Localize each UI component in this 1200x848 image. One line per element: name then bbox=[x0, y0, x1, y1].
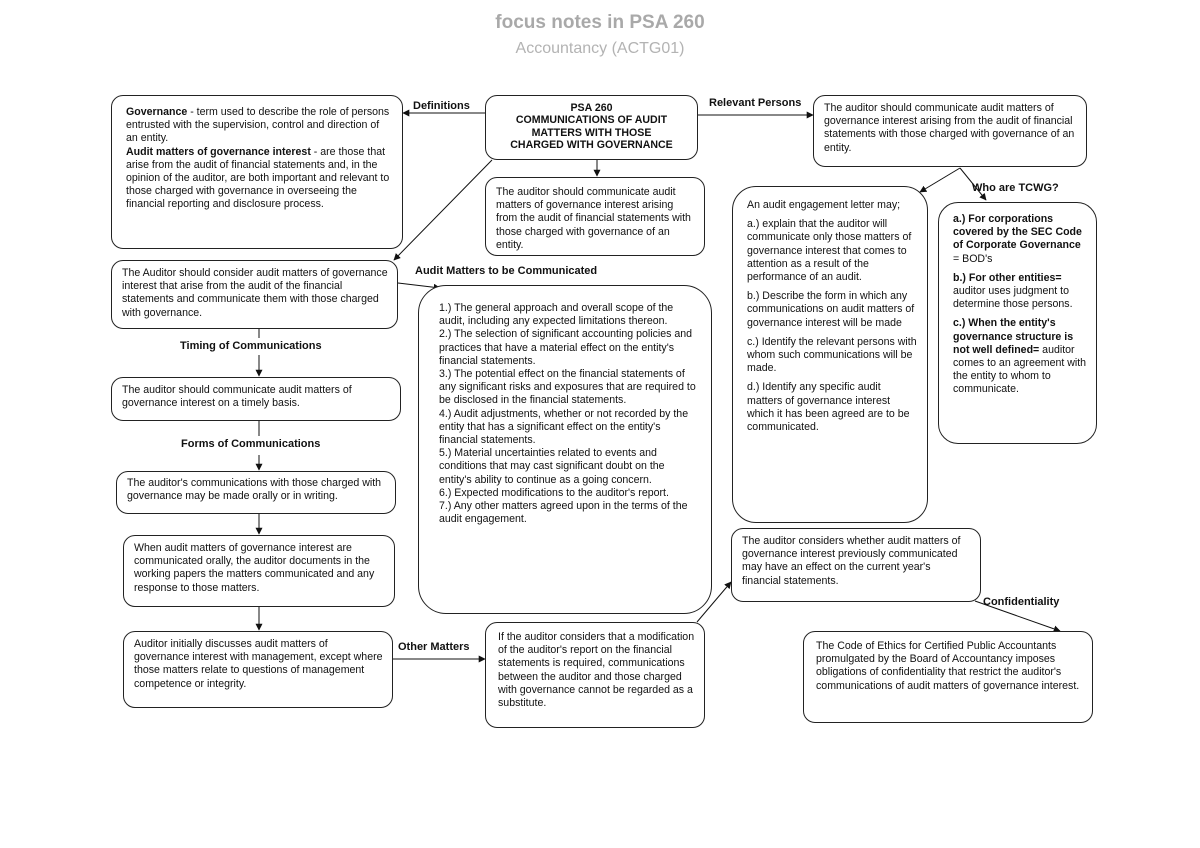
definitions-box bbox=[111, 95, 403, 249]
matter-item-1: 1.) The general approach and overall scope of the audit, including any expected limitations thereon. bbox=[439, 302, 674, 328]
below-center-text: The auditor should communicate audit matters of governance interest arising from the audit of financial statements with those charged with governance of an entity. bbox=[496, 186, 691, 251]
audit-matters-label: Audit Matters to be Communicated bbox=[415, 265, 598, 277]
center-line-4: CHARGED WITH GOVERNANCE bbox=[510, 139, 673, 152]
engagement-item-d: d.) Identify any specific audit matters of governance interest which it has been agreed are to be communicated. bbox=[747, 381, 910, 434]
who-tcwg-label: Who are TCWG? bbox=[972, 182, 1059, 194]
engagement-letter-box bbox=[732, 186, 928, 523]
relevant-persons-text: The auditor should communicate audit matters of governance interest arising from the audit of financial statements with those charged with governance of an entity. bbox=[824, 102, 1075, 154]
matter-item-2: 2.) The selection of significant accounting policies and practices that have a material effect on the entity's financial statements. bbox=[439, 328, 693, 367]
forms-box bbox=[116, 471, 396, 514]
forms-label: Forms of Communications bbox=[181, 438, 321, 450]
timing-box bbox=[111, 377, 401, 421]
relevant-persons-box bbox=[813, 95, 1087, 167]
tcwg-box bbox=[938, 202, 1097, 444]
governance-term: Governance bbox=[126, 106, 188, 118]
matter-item-6: 6.) Expected modifications to the auditor's report. bbox=[439, 486, 669, 499]
ethics-box bbox=[803, 631, 1093, 723]
tcwg-b-rest: auditor uses judgment to determine those persons. bbox=[953, 285, 1073, 311]
timing-text: The auditor should communicate audit matters of governance interest on a timely basis. bbox=[122, 384, 352, 410]
tcwg-b-bold: b.) For other entities= bbox=[953, 271, 1062, 284]
oral-text: When audit matters of governance interest are communicated orally, the auditor documents in the working papers the matters communicated and any response to those matters. bbox=[134, 542, 375, 594]
discuss-text: Auditor initially discusses audit matters of governance interest with management, except where those matters relate to questions of management competence or integrity. bbox=[134, 638, 383, 690]
definitions-label: Definitions bbox=[413, 100, 470, 112]
matters-list-box bbox=[418, 285, 712, 614]
previous-communications-box bbox=[731, 528, 981, 602]
relevant-persons-label: Relevant Persons bbox=[709, 97, 802, 109]
matter-item-7: 7.) Any other matters agreed upon in the terms of the audit engagement. bbox=[439, 500, 688, 526]
engagement-item-a: a.) explain that the auditor will communicate only those matters of governance interest that comes to attention as a result of the performance of an audit. bbox=[747, 218, 912, 284]
document-title: focus notes in PSA 260 bbox=[495, 12, 705, 33]
center-line-1: PSA 260 bbox=[570, 102, 613, 114]
document-subtitle: Accountancy (ACTG01) bbox=[515, 40, 685, 57]
other-matters-label: Other Matters bbox=[398, 641, 470, 653]
engagement-intro: An audit engagement letter may; bbox=[747, 199, 901, 211]
engagement-item-b: b.) Describe the form in which any communications on audit matters of governance interest will be made bbox=[747, 290, 915, 329]
ethics-text: The Code of Ethics for Certified Public Accountants promulgated by the Board of Accountancy imposes obligations of confidentiality that restrict the auditor's communications of audit matters of governance interest. bbox=[816, 640, 1080, 692]
agi-term: Audit matters of governance interest bbox=[126, 145, 311, 158]
matter-item-5: 5.) Material uncertainties related to events and conditions that may cast significant doubt on the entity's ability to continue as a going concern. bbox=[439, 447, 665, 486]
tcwg-c-rest: auditor comes to an agreement with the entity to whom to communicate. bbox=[953, 343, 1087, 396]
consider-box bbox=[111, 260, 398, 329]
arrow-to-consider bbox=[394, 160, 492, 260]
governance-text: - term used to describe the role of persons entrusted with the supervision, control and direction of an entity. bbox=[126, 106, 390, 145]
tcwg-a-bold: a.) For corporations covered by the SEC Code of Corporate Governance bbox=[953, 213, 1082, 252]
previous-communications-text: The auditor considers whether audit matters of governance interest previously communicated may have an effect on the current year's financial statements. bbox=[742, 535, 961, 587]
matter-item-4: 4.) Audit adjustments, whether or not recorded by the entity that has a significant effect on the entity's financial statements. bbox=[439, 407, 689, 447]
center-node bbox=[485, 95, 698, 160]
forms-text: The auditor's communications with those charged with governance may be made orally or in writing. bbox=[127, 477, 382, 503]
below-center-box bbox=[485, 177, 705, 256]
arrow-to-engagement bbox=[920, 168, 960, 192]
other-matters-text: If the auditor considers that a modification of the auditor's report on the financial statements is required, communications between the auditor and those charged with governance cannot be regarded as a substitute. bbox=[498, 631, 695, 710]
consider-text: The Auditor should consider audit matters of governance interest that arise from the audit of the financial statements and communicate them with those charged with governance. bbox=[122, 267, 388, 319]
tcwg-c-bold: c.) When the entity's governance structure is not well defined= bbox=[953, 317, 1074, 356]
matter-item-3: 3.) The potential effect on the financial statements of any significant risks and exposures that are required to be disclosed in the financial statements. bbox=[439, 368, 696, 407]
oral-box bbox=[123, 535, 395, 607]
center-line-2: COMMUNICATIONS OF AUDIT bbox=[515, 114, 668, 127]
engagement-item-c: c.) Identify the relevant persons with whom such communications will be made. bbox=[747, 335, 917, 375]
discuss-box bbox=[123, 631, 393, 708]
agi-text: - are those that arise from the audit of financial statements and, in the opinion of the auditor, are both important and relevant to those charged with governance in overseeing the financial reporting and disclosure process. bbox=[126, 145, 390, 211]
tcwg-a-rest: = BOD's bbox=[953, 252, 993, 265]
other-matters-box bbox=[485, 622, 705, 728]
timing-label: Timing of Communications bbox=[180, 340, 322, 352]
confidentiality-label: Confidentiality bbox=[983, 596, 1060, 608]
center-line-3: MATTERS WITH THOSE bbox=[531, 126, 652, 139]
